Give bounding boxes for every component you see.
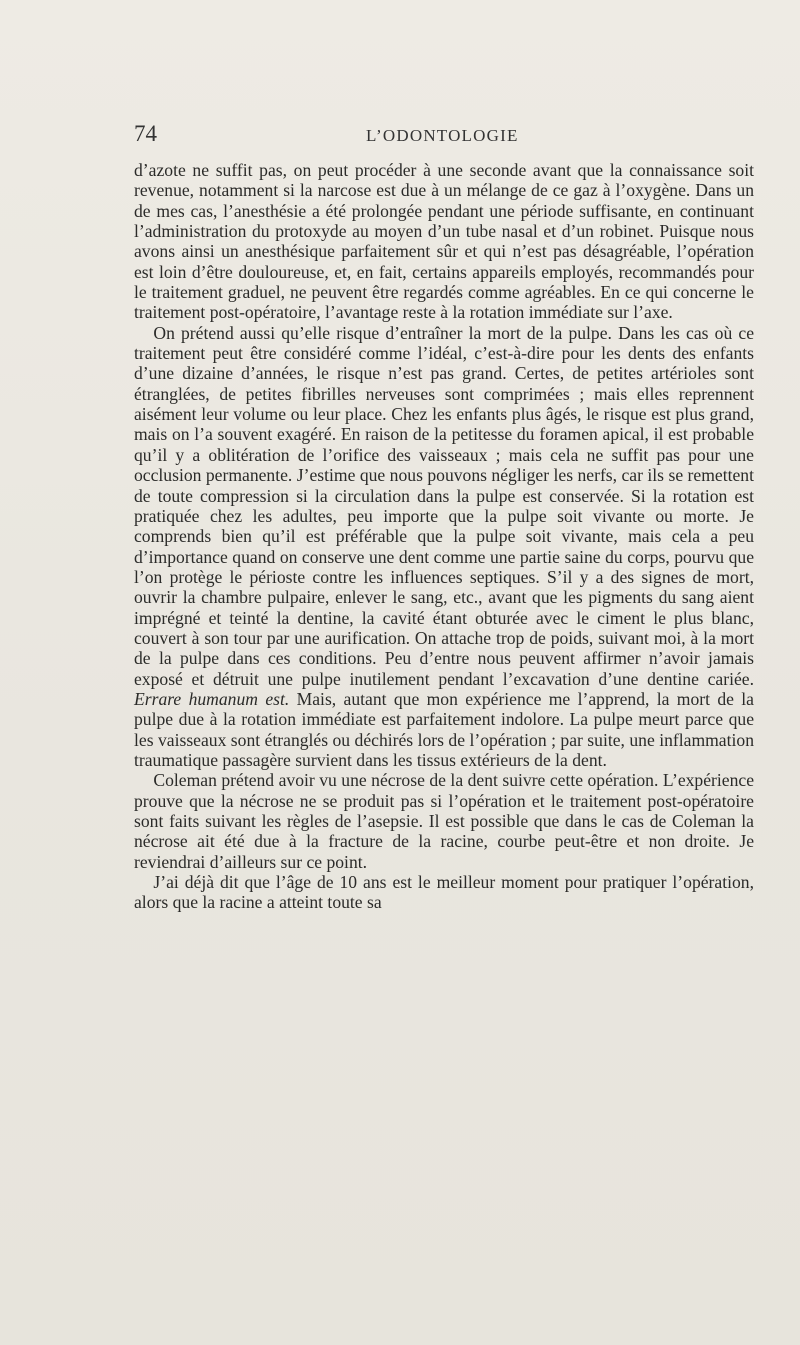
paragraph-3: Coleman prétend avoir vu une nécrose de la dent suivre cette opération. L’expérience prouve que la nécrose ne se produit pas si l’opération et le traitement post-opératoire sont faits suivant les règles de l’asepsie. Il est possible que dans le cas de Coleman la nécrose ait été due à la fracture de la racine, courbe peut-être et non droite. Je reviendrai d’ailleurs sur ce point. [134,770,754,872]
paragraph-2-text-a: On prétend aussi qu’elle risque d’entraîner la mort de la pulpe. Dans les cas où ce traitement peut être considéré comme l’idéal, c’est-à-dire pour les dents des enfants d’une dizaine d’années, le risque n’est pas grand. Certes, de petites artérioles sont étranglées, de petites fibrilles nerveuses sont comprimées ; mais elles reprennent aisément leur volume ou leur place. Chez les enfants plus âgés, le risque est plus grand, mais on l’a souvent exagéré. En raison de la petitesse du foramen apical, il est probable qu’il y a oblitération de l’orifice des vaisseaux ; mais cela ne suffit pas pour une occlusion permanente. J’estime que nous pouvons négliger les nerfs, car ils se remettent de toute compression si la circulation dans la pulpe est conservée. Si la rotation est pratiquée chez les adultes, peu importe que la pulpe soit vivante ou morte. Je comprends bien qu’il est préférable que la pulpe soit vivante, mais cela a peu d’importance quand on conserve une dent comme une partie saine du corps, pourvu que l’on protège le périoste contre les influences septiques. S’il y a des signes de mort, ouvrir la chambre pulpaire, enlever le sang, etc., avant que les pigments du sang aient imprégné et teinté la dentine, la cavité étant obturée avec le ciment le plus blanc, couvert à son tour par une aurification. On attache trop de poids, suivant moi, à la mort de la pulpe dans ces conditions. Peu d’entre nous peuvent affirmer n’avoir jamais exposé et détruit une pulpe inutilement pendant l’excavation d’une dentine cariée. [134,322,754,689]
page-number: 74 [134,121,157,146]
paragraph-4: J’ai déjà dit que l’âge de 10 ans est le meilleur moment pour pratiquer l’opération, alors que la racine a atteint toute sa [134,872,754,913]
paragraph-2-text-b: Mais, autant que mon expérience me l’apprend, la mort de la pulpe due à la rotation immédiate est parfaitement indolore. La pulpe meurt parce que les vaisseaux sont étranglés ou déchirés lors de l’opération ; par suite, une inflammation traumatique passagère survient dans les tissus extérieurs de la dent. [134,688,754,770]
body-text [134,160,754,913]
paragraph-2 [134,323,754,771]
paragraph-1: d’azote ne suffit pas, on peut procéder à une seconde avant que la connaissance soit revenue, notamment si la narcose est due à un mélange de ce gaz à l’oxygène. Dans un de mes cas, l’anesthésie a été prolongée pendant une période suffisante, en continuant l’administration du protoxyde au moyen d’un tube nasal et d’un robinet. Puisque nous avons ainsi un anesthésique parfaitement sûr et qui n’est pas désagréable, l’opération est loin d’être douloureuse, et, en fait, certains appareils employés, recommandés pour le traitement graduel, ne peuvent être regardés comme agréables. En ce qui concerne le traitement post-opératoire, l’avantage reste à la rotation immédiate sur l’axe. [134,160,754,323]
page-header [134,120,754,150]
latin-phrase: Errare humanum est. [134,688,290,709]
running-title: L’ODONTOLOGIE [366,126,519,145]
